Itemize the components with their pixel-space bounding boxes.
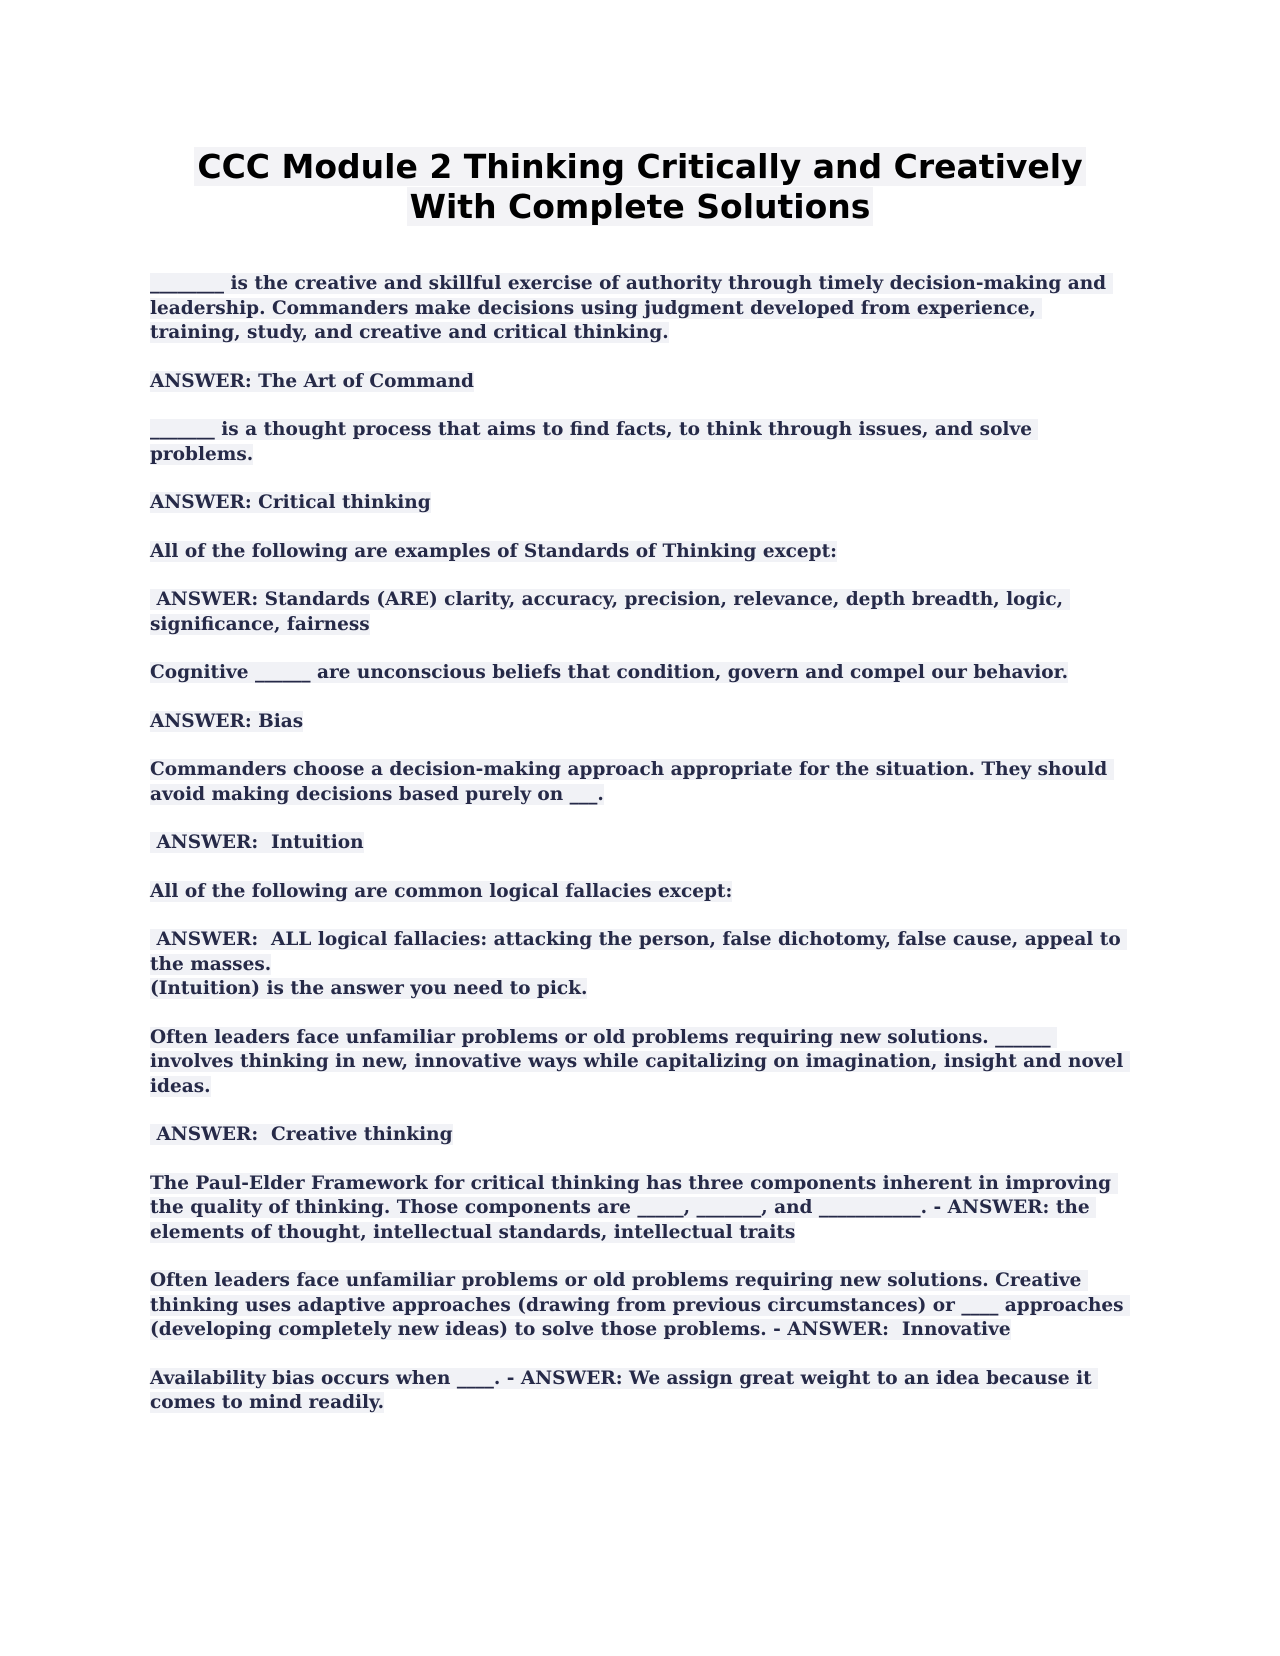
question-paragraph: ________ is the creative and skillful exercise of authority through timely decision-making and leadership. Commanders make decisions using judgment developed from experience, training, study, and creative and critical thinking.	[150, 273, 1113, 343]
question-paragraph: Often leaders face unfamiliar problems or old problems requiring new solutions. ______ involves thinking in new, innovative ways while capitalizing on imagination, insight and novel ideas.	[150, 1026, 1130, 1097]
title-line-1: CCC Module 2 Thinking Critically and Creatively	[194, 147, 1085, 186]
question-paragraph: Commanders choose a decision-making approach appropriate for the situation. They should avoid making decisions based purely on ___.	[150, 759, 1114, 805]
question-paragraph: All of the following are examples of Standards of Thinking except:	[150, 540, 837, 562]
answer-paragraph: ANSWER: Critical thinking	[150, 492, 431, 513]
answer-paragraph: ANSWER: Bias	[150, 710, 304, 732]
question-paragraph: Cognitive ______ are unconscious beliefs that condition, govern and compel our behavior.	[150, 662, 1069, 683]
question-answer-paragraph: Availability bias occurs when ____. - ANSWER: We assign great weight to an idea because it comes to mind readily.	[150, 1367, 1099, 1413]
answer-paragraph: ANSWER: ALL logical fallacies: attacking the person, false dichotomy, false cause, appeal to the masses. (Intuition) is the answer you need to pick.	[150, 928, 1130, 1002]
question-answer-paragraph: The Paul-Elder Framework for critical thinking has three components inherent in improving the quality of thinking. Those components are _____, _______, and ___________. - ANSWER: the elements of thought, intellectual standards, intellectual traits	[150, 1172, 1118, 1243]
document-body	[150, 272, 1130, 1440]
title-line-2: With Complete Solutions	[407, 187, 874, 226]
answer-paragraph: ANSWER: Standards (ARE) clarity, accuracy, precision, relevance, depth breadth, logic, significance, fairness	[150, 589, 1070, 635]
answer-paragraph: ANSWER: Intuition	[150, 832, 364, 853]
question-paragraph: _______ is a thought process that aims to find facts, to think through issues, and solve problems.	[150, 419, 1039, 465]
question-answer-paragraph: Often leaders face unfamiliar problems or old problems requiring new solutions. Creative thinking uses adaptive approaches (drawing from previous circumstances) or ____ approaches (developing completely new ideas) to solve those problems. - ANSWER: Innovative	[150, 1270, 1131, 1340]
document-title	[150, 147, 1130, 227]
answer-paragraph: ANSWER: The Art of Command	[150, 370, 474, 392]
answer-paragraph: ANSWER: Creative thinking	[150, 1124, 453, 1145]
question-paragraph: All of the following are common logical fallacies except:	[150, 880, 733, 902]
